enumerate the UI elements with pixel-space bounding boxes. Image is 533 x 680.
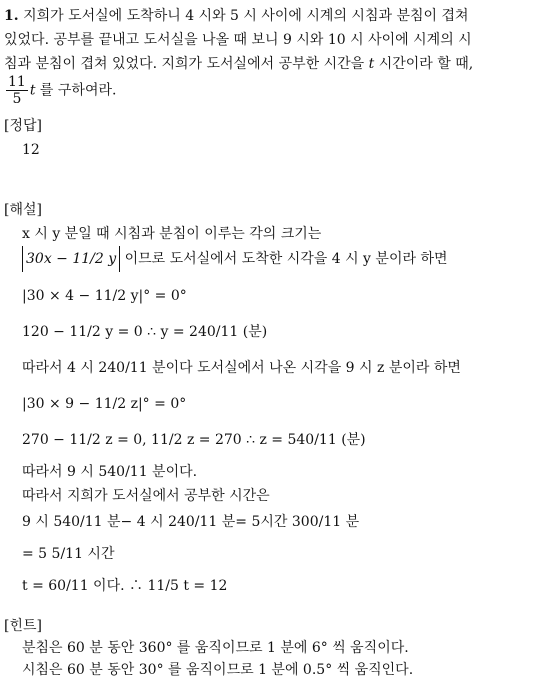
problem-number: 1. (4, 8, 19, 24)
problem-fraction (6, 74, 28, 107)
hint-line-2: 시침은 60 분 동안 30° 를 움직이므로 1 분에 0.5° 씩 움직인다. (22, 662, 414, 678)
answer-label: [정답] (4, 118, 42, 134)
answer-value: 12 (22, 142, 40, 158)
problem-text-3b: 시간이라 할 때, (374, 56, 474, 72)
problem-text-3a: 침과 분침이 겹쳐 있었다. 지희가 도서실에서 공부한 시간을 (4, 56, 369, 72)
solution-step-3: |30 × 4 − 11/2 y|° = 0° (22, 288, 187, 304)
solution-step-6: |30 × 9 − 11/2 z|° = 0° (22, 396, 187, 412)
solution-step-8: 따라서 9 시 540/11 분이다. (22, 464, 198, 480)
solution-step-5: 따라서 4 시 240/11 분이다 도서실에서 나온 시각을 9 시 z 분이라 하면 (22, 360, 461, 376)
solution-step-2-abs: 30x − 11/2 y (22, 246, 120, 272)
solution-step-11: = 5 5/11 시간 (22, 546, 115, 562)
hint-line-1: 분침은 60 분 동안 360° 를 움직이므로 1 분에 6° 씩 움직이다. (22, 640, 409, 656)
solution-step-9: 따라서 지희가 도서실에서 공부한 시간은 (22, 488, 270, 504)
problem-fraction-den: 5 (12, 91, 22, 107)
solution-step-2 (22, 246, 448, 272)
problem-fraction-num: 11 (8, 74, 26, 90)
problem-var-t: t (368, 56, 375, 72)
solution-step-2-text: 이므로 도서실에서 도착한 시각을 4 시 y 분이라 하면 (120, 251, 448, 267)
solution-label: [해설] (4, 202, 42, 218)
solution-step-12: t = 60/11 이다. ∴ 11/5 t = 12 (22, 578, 228, 594)
solution-step-7: 270 − 11/2 z = 0, 11/2 z = 270 ∴ z = 540/11 (분) (22, 432, 366, 448)
problem-text-4: 를 구하여라. (35, 82, 117, 99)
problem-var-t-2: t (29, 82, 36, 99)
problem-line-4 (4, 74, 116, 107)
hint-label: [힌트] (4, 618, 42, 634)
solution-step-10: 9 시 540/11 분− 4 시 240/11 분= 5시간 300/11 분 (22, 514, 360, 530)
problem-line-3 (4, 54, 473, 74)
solution-step-1: x 시 y 분일 때 시침과 분침이 이루는 각의 크기는 (22, 226, 322, 242)
problem-line-2: 있었다. 공부를 끝내고 도서실을 나올 때 보니 9 시와 10 시 사이에 시계의 시 (4, 32, 472, 48)
solution-step-4: 120 − 11/2 y = 0 ∴ y = 240/11 (분) (22, 324, 268, 340)
problem-text-1: 지희가 도서실에 도착하니 4 시와 5 시 사이에 시계의 시침과 분침이 겹쳐 (23, 8, 469, 24)
problem-line-1 (4, 6, 469, 26)
